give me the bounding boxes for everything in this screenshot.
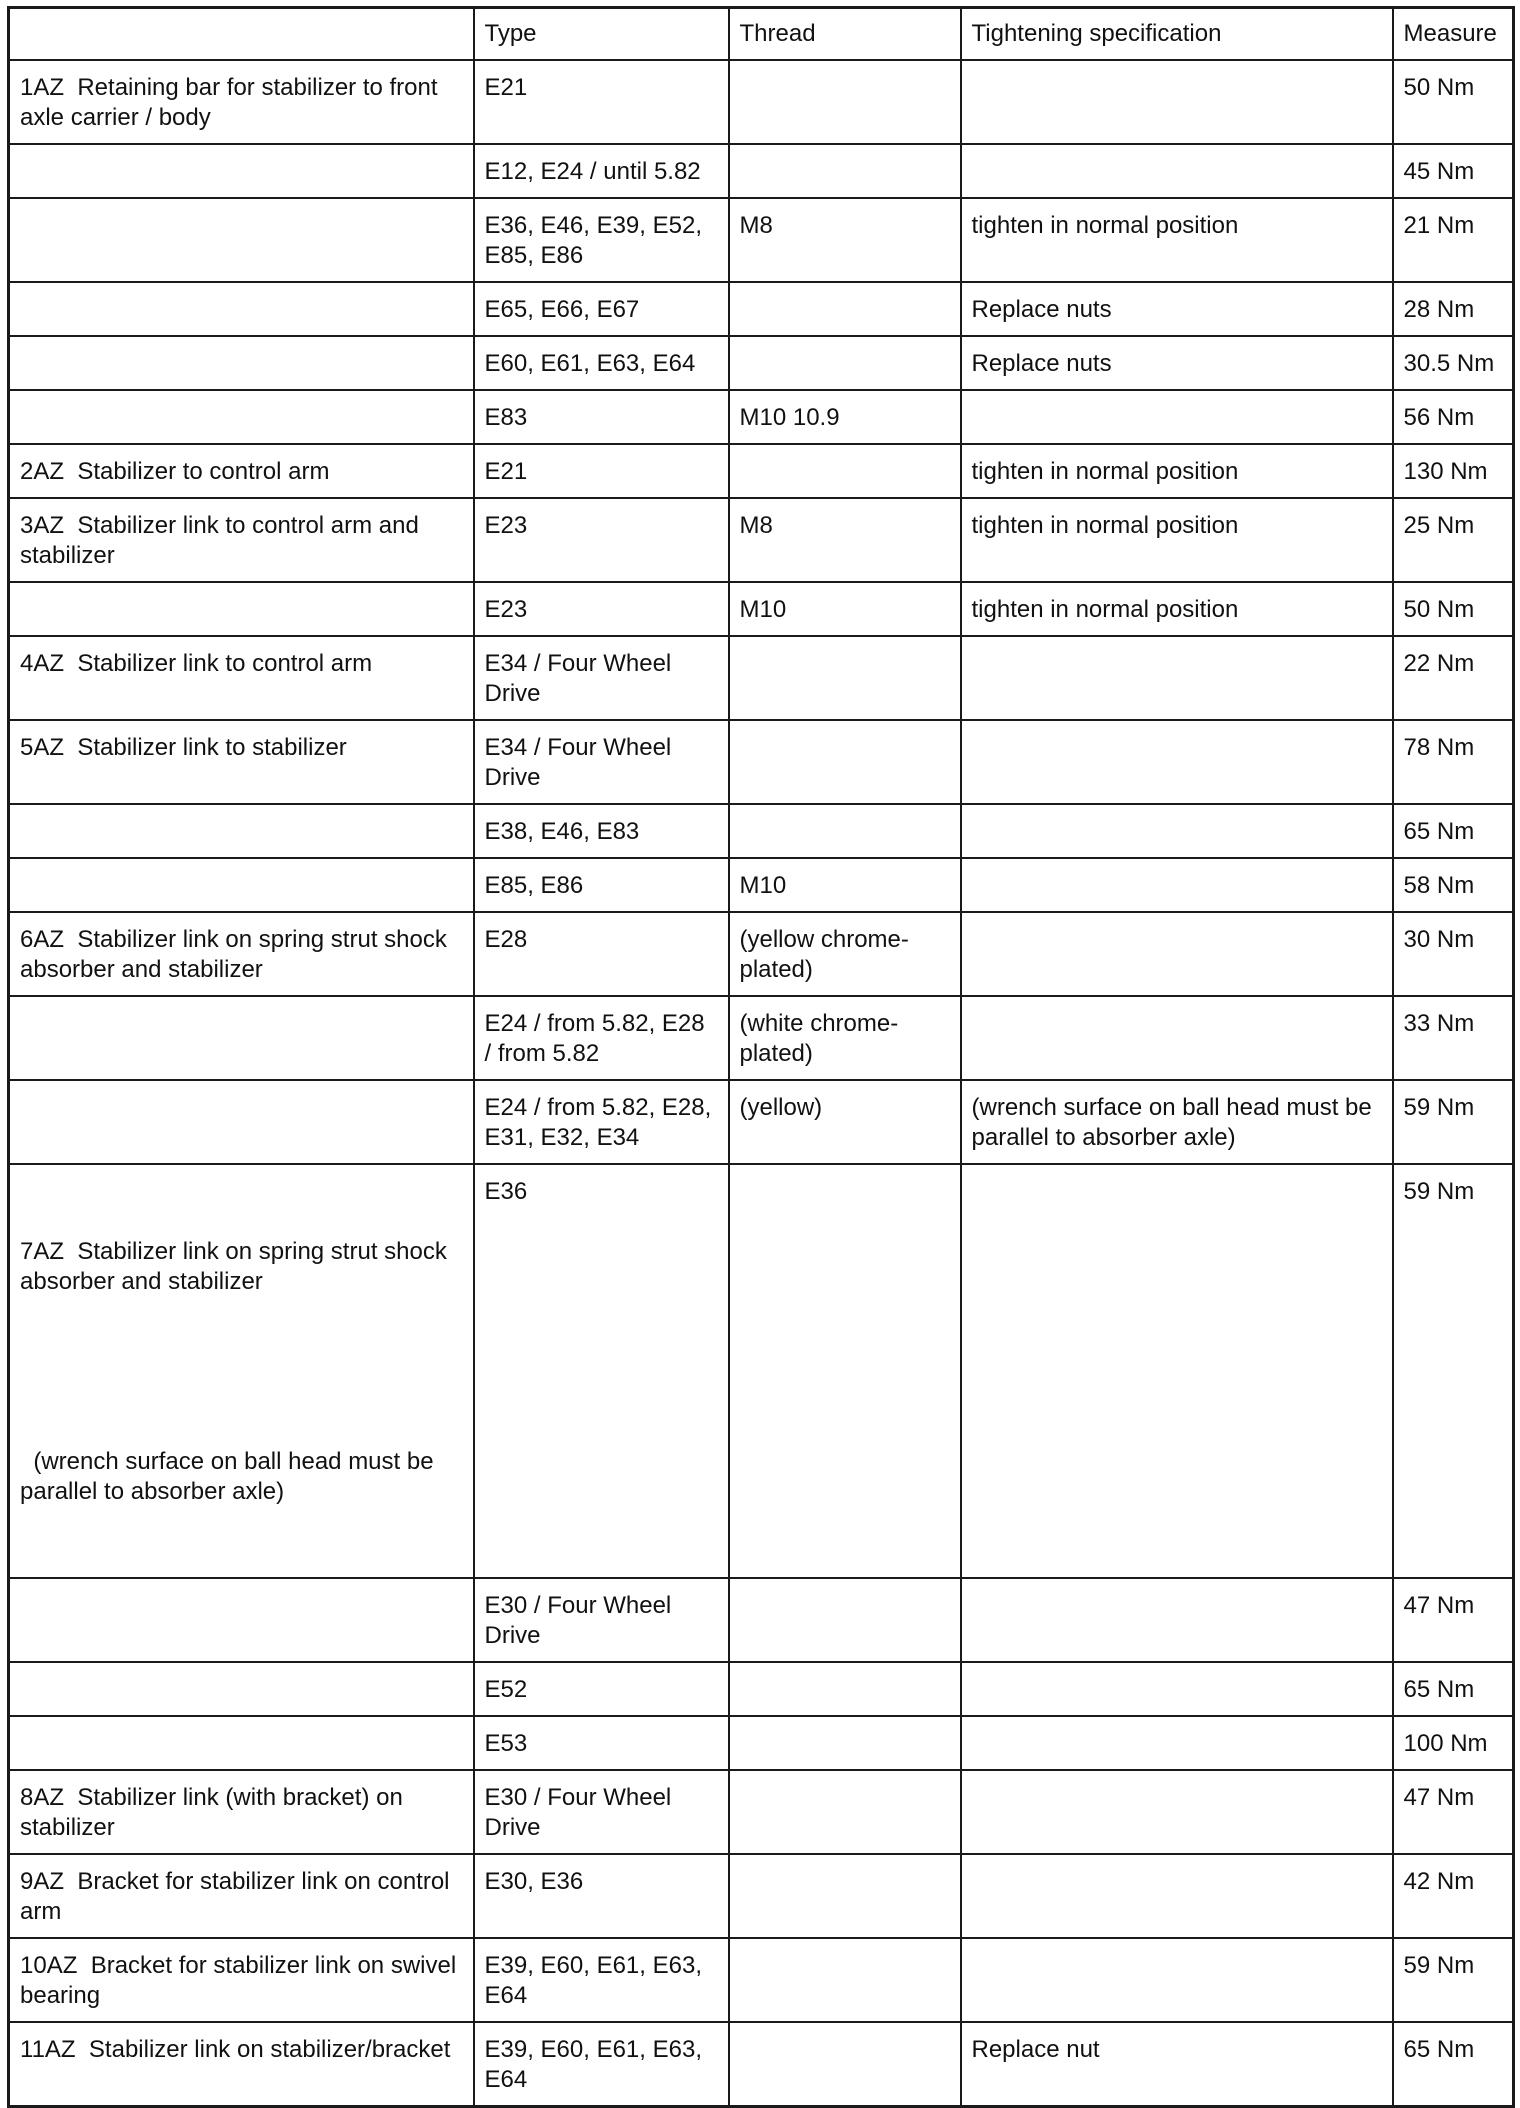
table-row	[9, 912, 1514, 996]
table-row	[9, 1080, 1514, 1164]
cell-component	[9, 582, 474, 636]
table-row	[9, 1578, 1514, 1662]
table-row	[9, 804, 1514, 858]
cell-measure: 50 Nm	[1393, 60, 1514, 144]
table-row	[9, 1716, 1514, 1770]
cell-measure: 50 Nm	[1393, 582, 1514, 636]
cell-component	[9, 804, 474, 858]
cell-measure: 25 Nm	[1393, 498, 1514, 582]
cell-component: 5AZ Stabilizer link to stabilizer	[9, 720, 474, 804]
cell-measure: 59 Nm	[1393, 1938, 1514, 2022]
cell-type: E34 / Four Wheel Drive	[474, 720, 729, 804]
header-row	[9, 8, 1514, 61]
cell-type: E53	[474, 1716, 729, 1770]
cell-spec	[961, 996, 1393, 1080]
cell-thread	[729, 144, 961, 198]
cell-type: E65, E66, E67	[474, 282, 729, 336]
cell-type: E12, E24 / until 5.82	[474, 144, 729, 198]
table-row	[9, 282, 1514, 336]
cell-measure: 47 Nm	[1393, 1578, 1514, 1662]
cell-spec	[961, 804, 1393, 858]
cell-type: E23	[474, 582, 729, 636]
cell-thread: M10	[729, 858, 961, 912]
cell-type: E30 / Four Wheel Drive	[474, 1770, 729, 1854]
cell-thread	[729, 282, 961, 336]
cell-component	[9, 1578, 474, 1662]
table-row	[9, 720, 1514, 804]
table-row	[9, 390, 1514, 444]
table-row	[9, 336, 1514, 390]
cell-component: 1AZ Retaining bar for stabilizer to front axle carrier / body	[9, 60, 474, 144]
cell-component: 4AZ Stabilizer link to control arm	[9, 636, 474, 720]
table-row	[9, 996, 1514, 1080]
cell-thread: M10 10.9	[729, 390, 961, 444]
cell-measure: 30 Nm	[1393, 912, 1514, 996]
cell-thread: M10	[729, 582, 961, 636]
cell-thread: M8	[729, 498, 961, 582]
cell-measure: 56 Nm	[1393, 390, 1514, 444]
table-row	[9, 1164, 1514, 1578]
header-thread: Thread	[729, 8, 961, 61]
cell-thread	[729, 60, 961, 144]
cell-component: 8AZ Stabilizer link (with bracket) on stabilizer	[9, 1770, 474, 1854]
cell-type: E85, E86	[474, 858, 729, 912]
cell-spec	[961, 390, 1393, 444]
cell-measure: 65 Nm	[1393, 1662, 1514, 1716]
cell-spec	[961, 1164, 1393, 1578]
table-row	[9, 1662, 1514, 1716]
cell-type: E36	[474, 1164, 729, 1578]
table-row	[9, 144, 1514, 198]
header-specification: Tightening specification	[961, 8, 1393, 61]
cell-component: 3AZ Stabilizer link to control arm and stabilizer	[9, 498, 474, 582]
cell-spec	[961, 1938, 1393, 2022]
cell-thread	[729, 720, 961, 804]
cell-type: E39, E60, E61, E63, E64	[474, 1938, 729, 2022]
cell-type: E39, E60, E61, E63, E64	[474, 2022, 729, 2107]
cell-measure: 65 Nm	[1393, 804, 1514, 858]
table-row	[9, 444, 1514, 498]
cell-thread	[729, 1854, 961, 1938]
component-note: (wrench surface on ball head must be parallel to absorber axle)	[20, 1448, 441, 1505]
cell-component	[9, 996, 474, 1080]
cell-component: 2AZ Stabilizer to control arm	[9, 444, 474, 498]
cell-thread	[729, 1662, 961, 1716]
component-label: 7AZ Stabilizer link on spring strut shock absorber and stabilizer	[20, 1238, 454, 1295]
cell-spec	[961, 60, 1393, 144]
cell-component	[9, 282, 474, 336]
cell-spec	[961, 1854, 1393, 1938]
cell-measure: 28 Nm	[1393, 282, 1514, 336]
table-row	[9, 498, 1514, 582]
cell-component: 9AZ Bracket for stabilizer link on control arm	[9, 1854, 474, 1938]
cell-component	[9, 1716, 474, 1770]
header-type: Type	[474, 8, 729, 61]
header-component	[9, 8, 474, 61]
cell-type: E30 / Four Wheel Drive	[474, 1578, 729, 1662]
cell-thread: (white chrome-plated)	[729, 996, 961, 1080]
cell-thread	[729, 2022, 961, 2107]
cell-measure: 65 Nm	[1393, 2022, 1514, 2107]
cell-spec: tighten in normal position	[961, 582, 1393, 636]
cell-thread	[729, 1578, 961, 1662]
cell-thread	[729, 636, 961, 720]
cell-spec	[961, 1662, 1393, 1716]
cell-thread: M8	[729, 198, 961, 282]
cell-component: 6AZ Stabilizer link on spring strut shock absorber and stabilizer	[9, 912, 474, 996]
cell-type: E28	[474, 912, 729, 996]
cell-component	[9, 1164, 474, 1578]
cell-component	[9, 198, 474, 282]
cell-measure: 30.5 Nm	[1393, 336, 1514, 390]
cell-measure: 42 Nm	[1393, 1854, 1514, 1938]
cell-measure: 21 Nm	[1393, 198, 1514, 282]
cell-spec: Replace nuts	[961, 336, 1393, 390]
cell-thread	[729, 1716, 961, 1770]
cell-type: E24 / from 5.82, E28, E31, E32, E34	[474, 1080, 729, 1164]
cell-measure: 78 Nm	[1393, 720, 1514, 804]
cell-type: E83	[474, 390, 729, 444]
cell-spec: tighten in normal position	[961, 498, 1393, 582]
cell-type: E21	[474, 444, 729, 498]
cell-spec: tighten in normal position	[961, 444, 1393, 498]
cell-component	[9, 336, 474, 390]
cell-thread	[729, 804, 961, 858]
cell-measure: 59 Nm	[1393, 1164, 1514, 1578]
cell-component: 10AZ Bracket for stabilizer link on swivel bearing	[9, 1938, 474, 2022]
table-row	[9, 1854, 1514, 1938]
cell-spec	[961, 636, 1393, 720]
cell-spec	[961, 912, 1393, 996]
cell-spec	[961, 858, 1393, 912]
cell-spec	[961, 1578, 1393, 1662]
table-row	[9, 636, 1514, 720]
cell-spec	[961, 720, 1393, 804]
spacer	[20, 1357, 463, 1387]
table-row	[9, 1938, 1514, 2022]
table-row	[9, 858, 1514, 912]
cell-component	[9, 144, 474, 198]
cell-measure: 59 Nm	[1393, 1080, 1514, 1164]
cell-measure: 33 Nm	[1393, 996, 1514, 1080]
cell-spec: tighten in normal position	[961, 198, 1393, 282]
cell-type: E21	[474, 60, 729, 144]
cell-measure: 47 Nm	[1393, 1770, 1514, 1854]
cell-spec	[961, 1716, 1393, 1770]
table-row	[9, 60, 1514, 144]
torque-spec-table	[7, 6, 1515, 2108]
cell-spec	[961, 1770, 1393, 1854]
table-row	[9, 1770, 1514, 1854]
header-measure: Measure	[1393, 8, 1514, 61]
table-row	[9, 582, 1514, 636]
cell-thread	[729, 336, 961, 390]
cell-component	[9, 1080, 474, 1164]
table-row	[9, 2022, 1514, 2107]
cell-measure: 45 Nm	[1393, 144, 1514, 198]
cell-thread	[729, 1770, 961, 1854]
cell-measure: 58 Nm	[1393, 858, 1514, 912]
cell-thread	[729, 444, 961, 498]
cell-thread	[729, 1164, 961, 1578]
cell-thread: (yellow chrome-plated)	[729, 912, 961, 996]
cell-type: E38, E46, E83	[474, 804, 729, 858]
cell-thread: (yellow)	[729, 1080, 961, 1164]
cell-spec: (wrench surface on ball head must be parallel to absorber axle)	[961, 1080, 1393, 1164]
cell-component	[9, 390, 474, 444]
cell-type: E52	[474, 1662, 729, 1716]
cell-spec: Replace nuts	[961, 282, 1393, 336]
cell-type: E23	[474, 498, 729, 582]
cell-type: E34 / Four Wheel Drive	[474, 636, 729, 720]
torque-spec-sheet	[7, 6, 1512, 2108]
cell-component	[9, 858, 474, 912]
cell-type: E60, E61, E63, E64	[474, 336, 729, 390]
cell-measure: 130 Nm	[1393, 444, 1514, 498]
cell-spec	[961, 144, 1393, 198]
cell-measure: 100 Nm	[1393, 1716, 1514, 1770]
cell-component: 11AZ Stabilizer link on stabilizer/bracket	[9, 2022, 474, 2107]
table-row	[9, 198, 1514, 282]
cell-measure: 22 Nm	[1393, 636, 1514, 720]
cell-component	[9, 1662, 474, 1716]
cell-thread	[729, 1938, 961, 2022]
cell-spec: Replace nut	[961, 2022, 1393, 2107]
cell-type: E36, E46, E39, E52, E85, E86	[474, 198, 729, 282]
cell-type: E30, E36	[474, 1854, 729, 1938]
cell-type: E24 / from 5.82, E28 / from 5.82	[474, 996, 729, 1080]
